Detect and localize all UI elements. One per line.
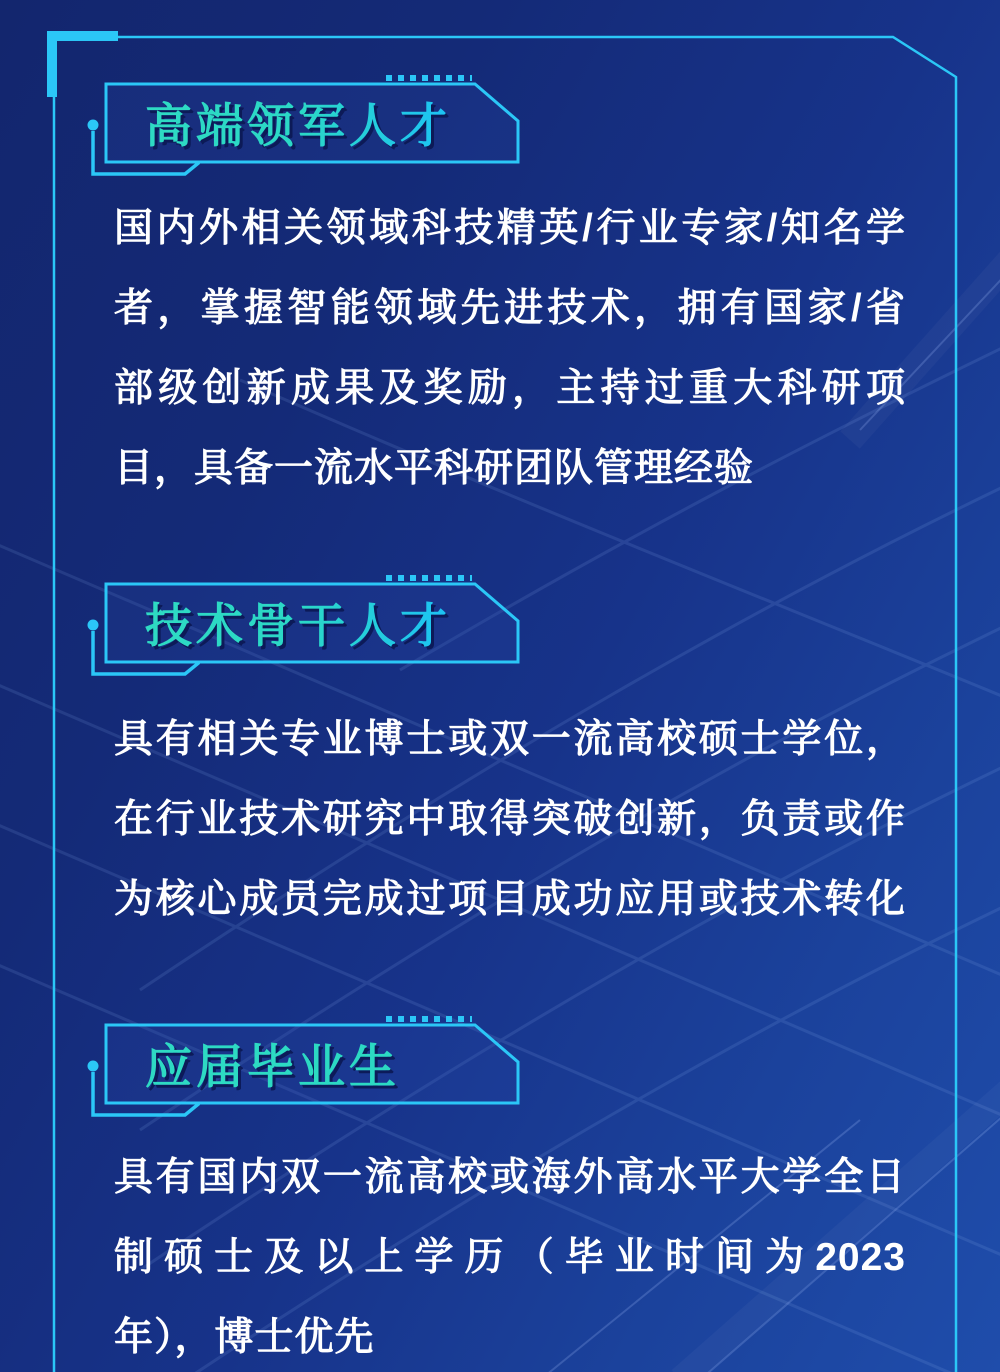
badge-title: 应届毕业生 (145, 1030, 535, 1096)
body-line: 在行业技术研究中取得突破创新，负责或作 (114, 798, 906, 841)
section-body (114, 700, 906, 940)
badge-dot-decoration (88, 620, 99, 631)
section-body (114, 1138, 906, 1372)
body-line: 制硕士及以上学历（毕业时间为2023 (114, 1236, 906, 1279)
frame-corner-thick-vertical (47, 31, 57, 97)
body-line: 者，掌握智能领域先进技术，拥有国家/省 (114, 287, 906, 330)
badge-technical-backbone (86, 575, 556, 687)
body-line: 国内外相关领域科技精英/行业专家/知名学 (114, 207, 906, 250)
body-line: 具有国内双一流高校或海外高水平大学全日 (114, 1156, 906, 1199)
badge-title: 技术骨干人才 (145, 589, 535, 655)
section-body (114, 189, 906, 509)
badge-leading-talent (86, 75, 556, 187)
badge-dot-decoration (88, 1061, 99, 1072)
body-line: 年），博士优先 (114, 1316, 375, 1359)
body-line: 具有相关专业博士或双一流高校硕士学位， (114, 718, 906, 761)
frame-corner-thick-horizontal (47, 31, 118, 41)
badge-fresh-graduates (86, 1016, 556, 1128)
badge-title: 高端领军人才 (145, 89, 535, 155)
body-line: 目，具备一流水平科研团队管理经验 (114, 447, 755, 490)
badge-dot-decoration (88, 120, 99, 131)
body-line: 为核心成员完成过项目成功应用或技术转化 (114, 878, 906, 921)
body-line: 部级创新成果及奖励，主持过重大科研项 (114, 367, 906, 410)
